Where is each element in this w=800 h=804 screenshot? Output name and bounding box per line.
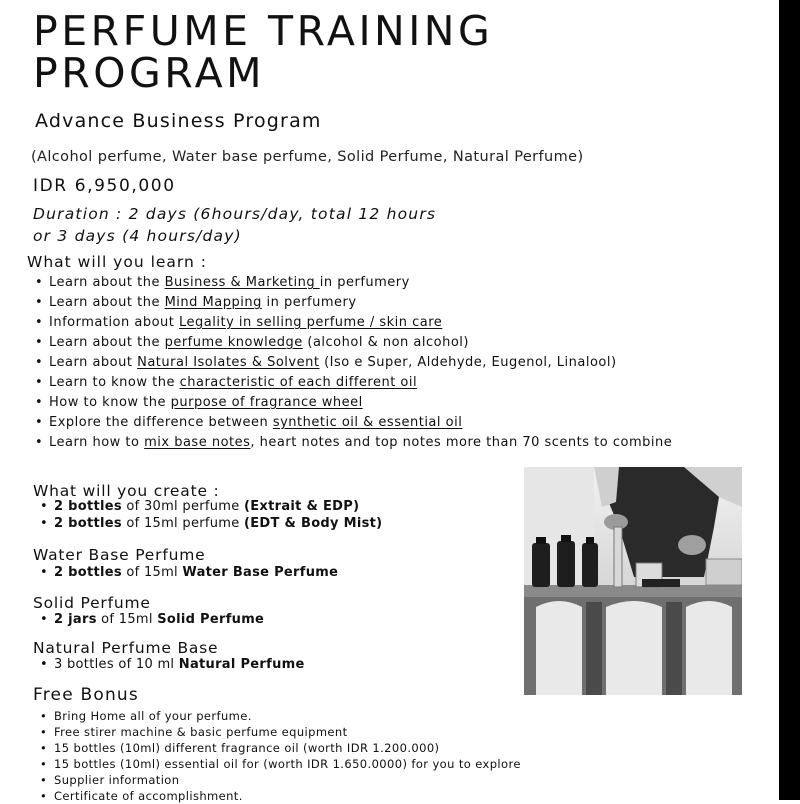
topic-link: Mind Mapping xyxy=(164,295,262,310)
natural-perfume-heading: Natural Perfume Base xyxy=(33,639,219,657)
topic-link: synthetic oil & essential oil xyxy=(272,415,463,430)
list-item: • 15 bottles (10ml) essential oil for (worth IDR 1.650.0000) for you to explore xyxy=(38,756,521,772)
list-item: • Learn about the perfume knowledge (alcohol & non alcohol) xyxy=(33,333,753,353)
list-item: • Learn how to mix base notes, heart notes and top notes more than 70 scents to combine xyxy=(33,433,709,453)
create-heading: What will you create : xyxy=(33,482,220,500)
list-item: • Free stirer machine & basic perfume equipment xyxy=(38,724,521,740)
natural-perfume-list xyxy=(38,656,305,673)
topic-link: perfume knowledge xyxy=(164,335,303,350)
bonus-heading: Free Bonus xyxy=(33,685,139,705)
bonus-list xyxy=(38,708,521,804)
list-item: • Information about Legality in selling perfume / skin care xyxy=(33,313,753,333)
right-edge-bar xyxy=(779,0,800,800)
duration-line-2: or 3 days (4 hours/day) xyxy=(33,227,242,245)
list-item: • Learn about Natural Isolates & Solvent (Iso e Super, Aldehyde, Eugenol, Linalool) xyxy=(33,353,753,373)
topic-link: mix base notes xyxy=(144,435,251,450)
duration-line-1: Duration : 2 days (6hours/day, total 12 hours xyxy=(33,205,437,223)
list-item: • 2 jars of 15ml Solid Perfume xyxy=(38,611,264,628)
perfume-making-photo xyxy=(524,467,742,695)
solid-perfume-heading: Solid Perfume xyxy=(33,594,151,612)
topic-link: Legality in selling perfume / skin care xyxy=(179,315,443,330)
list-item: • 3 bottles of 10 ml Natural Perfume xyxy=(38,656,305,673)
list-item: • Bring Home all of your perfume. xyxy=(38,708,521,724)
list-item: • Supplier information xyxy=(38,772,521,788)
learn-heading: What will you learn : xyxy=(27,253,207,271)
price: IDR 6,950,000 xyxy=(33,176,176,196)
page-title: PERFUME TRAINING PROGRAM xyxy=(33,7,494,97)
duration xyxy=(33,203,436,247)
list-item: • 2 bottles of 15ml Water Base Perfume xyxy=(38,564,338,581)
list-item: • 15 bottles (10ml) different fragrance oil (worth IDR 1.200.000) xyxy=(38,740,521,756)
topic-link: Business & Marketing xyxy=(164,275,320,290)
list-item: • Certificate of accomplishment. xyxy=(38,788,521,804)
list-item: • Learn to know the characteristic of each different oil xyxy=(33,373,753,393)
list-item: • Explore the difference between synthetic oil & essential oil xyxy=(33,413,753,433)
perfume-categories: (Alcohol perfume, Water base perfume, Solid Perfume, Natural Perfume) xyxy=(31,149,584,165)
list-item: • Learn about the Business & Marketing in perfumery xyxy=(33,273,753,293)
list-item: • Learn about the Mind Mapping in perfumery xyxy=(33,293,753,313)
water-base-list xyxy=(38,564,338,581)
topic-link: purpose of fragrance wheel xyxy=(170,395,363,410)
list-item: • 2 bottles of 30ml perfume (Extrait & EDP) xyxy=(38,498,382,515)
create-list xyxy=(38,498,382,532)
topic-link: characteristic of each different oil xyxy=(179,375,418,390)
topic-link: Natural Isolates & Solvent xyxy=(137,355,320,370)
list-item: • 2 bottles of 15ml perfume (EDT & Body Mist) xyxy=(38,515,382,532)
solid-perfume-list xyxy=(38,611,264,628)
learn-list xyxy=(33,273,753,453)
list-item: • How to know the purpose of fragrance wheel xyxy=(33,393,753,413)
subtitle: Advance Business Program xyxy=(35,110,322,132)
water-base-heading: Water Base Perfume xyxy=(33,546,206,564)
